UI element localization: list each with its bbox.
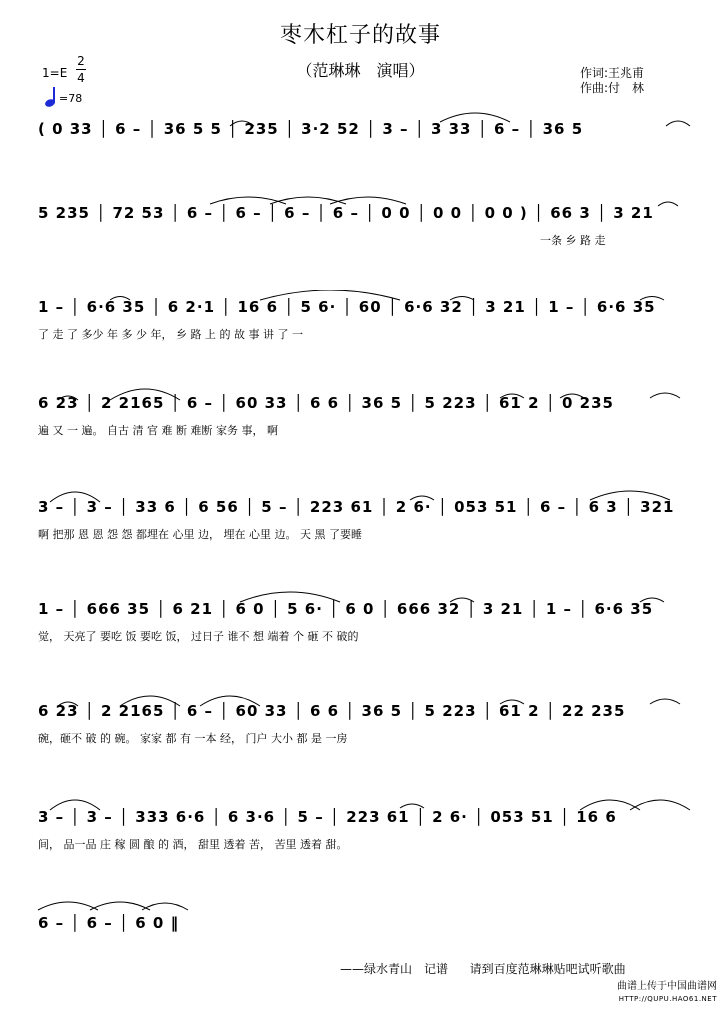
score-row bbox=[30, 386, 695, 448]
tempo-value: =78 bbox=[59, 92, 83, 105]
time-denominator: 4 bbox=[77, 71, 85, 85]
tempo-marking bbox=[44, 86, 82, 108]
lyrics-line: 碗，砸不 破 的 碗。 家家 都 有 一本 经， 门户 大小 都 是 一房 bbox=[38, 732, 348, 745]
score-row bbox=[30, 590, 695, 652]
listen-note: 请到百度范琳琳贴吧试听歌曲 bbox=[469, 962, 626, 976]
song-title: 枣木杠子的故事 bbox=[279, 23, 441, 48]
score-row bbox=[30, 112, 695, 172]
notes-line: 6 – │ 6 – │ 6 0 ‖ bbox=[38, 914, 180, 932]
lyricist-credit: 作词:王兆甫 bbox=[580, 66, 645, 80]
notes-line: 5 235 │ 72 53 │ 6 – │ 6 – │ 6 – │ 6 – │ 0 0 │ 0 0 │ 0 0 ) │ 66 3 │ 3 21 bbox=[38, 204, 654, 222]
time-signature bbox=[76, 54, 86, 85]
site-watermark bbox=[617, 981, 717, 1005]
notes-line: 6 23 │ 2 2165 │ 6 – │ 60 33 │ 6 6 │ 36 5 │ 5 223 │ 61 2 │ 22 235 bbox=[38, 702, 626, 720]
lyrics-line: 啊 把那 恩 恩 怨 怨 都埋在 心里 边， 埋在 心里 边。 天 黑 了要睡 bbox=[38, 528, 362, 541]
notes-line: 3 – │ 3 – │ 33 6 │ 6 56 │ 5 – │ 223 61 │ 2 6· │ 053 51 │ 6 – │ 6 3 │ 321 bbox=[38, 498, 675, 516]
score-row bbox=[30, 796, 695, 858]
lyrics-line: 间， 品一品 庄 稼 圆 酿 的 酒， 甜里 透着 苦， 苦里 透着 甜。 bbox=[38, 838, 348, 851]
recorder-credit: ——绿水青山 记谱 bbox=[340, 962, 449, 976]
score-row bbox=[30, 196, 695, 256]
notes-line: 6 23 │ 2 2165 │ 6 – │ 60 33 │ 6 6 │ 36 5 │ 5 223 │ 61 2 │ 0 235 bbox=[38, 394, 614, 412]
notes-line: 1 – │ 6·6 35 │ 6 2·1 │ 16 6 │ 5 6· │ 60 │ 6·6 32 │ 3 21 │ 1 – │ 6·6 35 bbox=[38, 298, 656, 316]
time-numerator: 2 bbox=[77, 54, 85, 68]
lyrics-line: 了 走 了 多少 年 多 少 年， 乡 路 上 的 故 事 讲 了 一 bbox=[38, 328, 303, 341]
notes-line: 3 – │ 3 – │ 333 6·6 │ 6 3·6 │ 5 – │ 223 61 │ 2 6· │ 053 51 │ 16 6 bbox=[38, 808, 617, 826]
watermark-url: HTTP://QUPU.HAO61.NET bbox=[618, 995, 717, 1003]
score-row bbox=[30, 900, 695, 950]
time-signature-bar bbox=[76, 69, 86, 70]
score-row bbox=[30, 488, 695, 550]
lyrics-line: 遍 又 一 遍。 自古 清 官 难 断 难断 家务 事， 啊 bbox=[38, 424, 278, 437]
key-signature: 1=E bbox=[42, 66, 68, 80]
song-subtitle: （范琳琳 演唱） bbox=[296, 61, 425, 80]
score-row bbox=[30, 290, 695, 352]
score-row bbox=[30, 692, 695, 754]
lyrics-line: 觉， 天亮了 要吃 饭 要吃 饭， 过日子 谁不 想 端着 个 砸 不 破的 bbox=[38, 630, 359, 643]
quarter-note-icon bbox=[44, 86, 58, 108]
footer bbox=[340, 960, 626, 977]
composer-credit: 作曲:付 林 bbox=[580, 81, 645, 95]
credits bbox=[580, 66, 644, 96]
notes-line: ( 0 33 │ 6 – │ 36 5 5 │ 235 │ 3·2 52 │ 3 – │ 3 33 │ 6 – │ 36 5 bbox=[38, 120, 584, 138]
notes-line: 1 – │ 666 35 │ 6 21 │ 6 0 │ 5 6· │ 6 0 │ 666 32 │ 3 21 │ 1 – │ 6·6 35 bbox=[38, 600, 654, 618]
watermark-line1: 曲谱上传于中国曲谱网 bbox=[617, 981, 717, 992]
lyrics-line: 一条 乡 路 走 bbox=[540, 234, 606, 247]
